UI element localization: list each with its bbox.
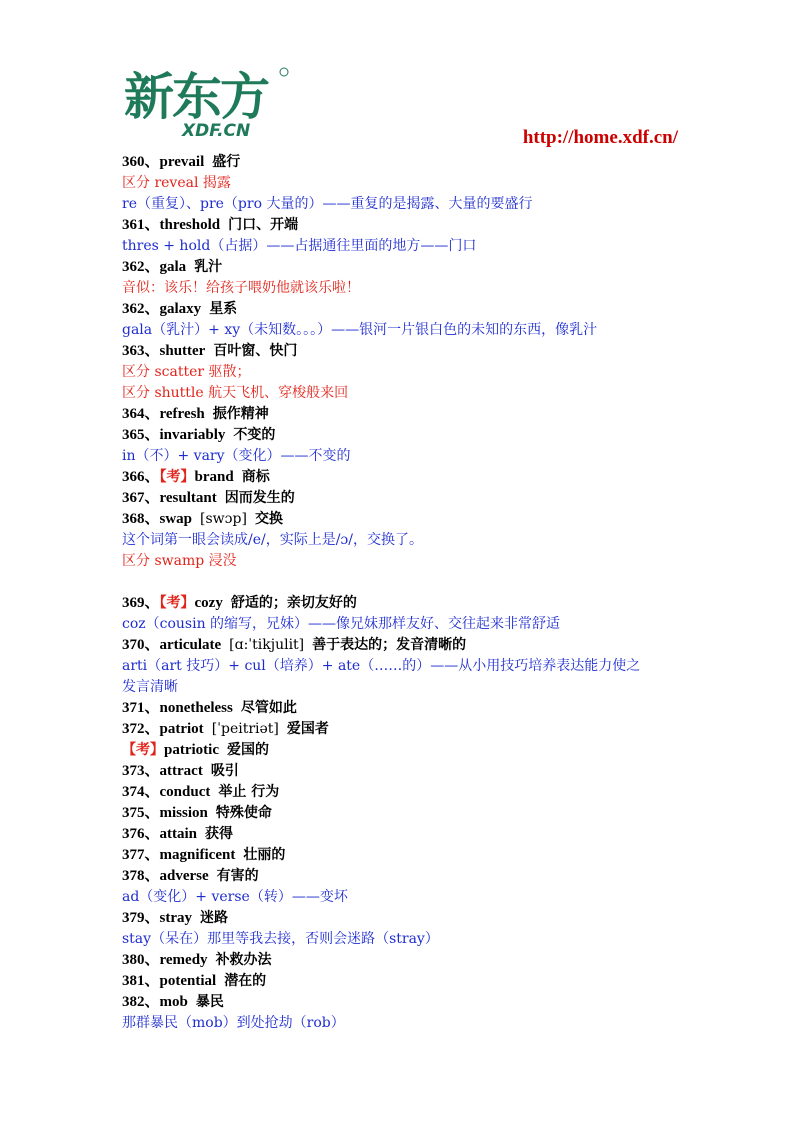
entry-phonetic: [ɑ:ˈtikjulit] [229, 637, 305, 653]
vocab-entry [122, 404, 692, 425]
entry-phonetic: [ˈpeitriət] [211, 721, 279, 737]
entry-word: potential [159, 973, 217, 989]
entry-word: mob [159, 994, 188, 1010]
vocab-entry [122, 908, 692, 929]
entry-meaning: 暴民 [195, 994, 224, 1010]
entry-word: resultant [159, 490, 217, 506]
entry-meaning: 补救办法 [215, 952, 272, 968]
entry-word: stray [159, 910, 193, 926]
mnemonic-note: in（不）+ vary（变化）——不变的 [122, 448, 351, 464]
vocab-entry [122, 635, 692, 656]
vocab-entry [122, 299, 692, 320]
entry-word: remedy [159, 952, 208, 968]
entry-meaning: 百叶窗、快门 [213, 343, 298, 359]
entry-number: 365、 [122, 427, 160, 443]
entry-number: 381、 [122, 973, 160, 989]
vocab-entry [122, 824, 692, 845]
mnemonic-note: ad（变化）+ verse（转）——变坏 [122, 889, 348, 905]
entry-meaning: 乳汁 [194, 259, 223, 275]
page-header [0, 0, 800, 150]
entry-number: 375、 [122, 805, 160, 821]
entry-word: nonetheless [159, 700, 233, 716]
vocab-entry [122, 257, 692, 278]
entry-number: 377、 [122, 847, 160, 863]
entry-word: prevail [159, 154, 205, 170]
entry-word: threshold [159, 217, 221, 233]
entry-meaning: 迷路 [200, 910, 229, 926]
entry-meaning: 因而发生的 [224, 490, 295, 506]
vocab-entry [122, 698, 692, 719]
entry-meaning: 舒适的；亲切友好的 [230, 595, 357, 611]
vocab-entry [122, 341, 692, 362]
entry-number: 363、 [122, 343, 160, 359]
entry-number: 382、 [122, 994, 160, 1010]
entry-meaning: 吸引 [210, 763, 239, 779]
vocab-entry [122, 845, 692, 866]
entry-number: 361、 [122, 217, 160, 233]
entry-meaning: 盛行 [212, 154, 241, 170]
entry-meaning: 尽管如此 [240, 700, 297, 716]
entry-number: 373、 [122, 763, 160, 779]
entry-number: 368、 [122, 511, 160, 527]
vocab-entry [122, 782, 692, 803]
vocab-entry [122, 992, 692, 1013]
vocab-entry [122, 509, 692, 530]
registered-mark-icon [280, 68, 288, 76]
logo-text: 新东方 [124, 68, 268, 126]
vocab-entry [122, 971, 692, 992]
vocab-entry [122, 488, 692, 509]
entry-meaning: 壮丽的 [243, 847, 286, 863]
mnemonic-note: coz（cousin 的缩写，兄妹）——像兄妹那样友好、交往起来非常舒适 [122, 616, 561, 632]
mnemonic-note: re（重复）、pre（pro 大量的）——重复的是揭露、大量的要盛行 [122, 196, 533, 212]
entry-meaning: 商标 [241, 469, 270, 485]
vocab-entry [122, 740, 692, 761]
exam-mark: 【考】 [159, 595, 195, 611]
entry-meaning: 爱国者 [286, 721, 329, 737]
entry-number: 362、 [122, 259, 160, 275]
entry-number: 367、 [122, 490, 160, 506]
entry-number: 366、 [122, 469, 160, 485]
entry-meaning: 举止 行为 [218, 784, 280, 800]
vocab-entry [122, 950, 692, 971]
entry-word: attain [159, 826, 198, 842]
distinction-note: 区分 shuttle 航天飞机、穿梭般来回 [122, 385, 349, 401]
entry-phonetic: [swɔp] [200, 511, 247, 527]
entry-number: 364、 [122, 406, 160, 422]
entry-word: gala [159, 259, 187, 275]
entry-number: 370、 [122, 637, 160, 653]
vocab-entry [122, 152, 692, 173]
entry-number: 374、 [122, 784, 160, 800]
entry-meaning: 振作精神 [212, 406, 269, 422]
vocabulary-list [122, 152, 692, 1034]
vocab-entry [122, 215, 692, 236]
entry-word: brand [194, 469, 234, 485]
entry-number: 378、 [122, 868, 160, 884]
entry-word: shutter [159, 343, 206, 359]
header-url[interactable]: http://home.xdf.cn/ [522, 127, 678, 148]
entry-word: magnificent [159, 847, 236, 863]
entry-number: 360、 [122, 154, 160, 170]
entry-meaning: 有害的 [216, 868, 259, 884]
entry-number: 372、 [122, 721, 160, 737]
mnemonic-note: 那群暴民（mob）到处抢劫（rob） [122, 1015, 345, 1031]
entry-word: conduct [159, 784, 211, 800]
mnemonic-note: stay（呆在）那里等我去接，否则会迷路（stray） [122, 931, 439, 947]
entry-number: 380、 [122, 952, 160, 968]
entry-meaning: 不变的 [233, 427, 276, 443]
entry-meaning: 门口、开端 [228, 217, 299, 233]
entry-number: 369、 [122, 595, 160, 611]
entry-word: mission [159, 805, 208, 821]
entry-word: adverse [159, 868, 209, 884]
vocab-entry [122, 761, 692, 782]
entry-word: swap [159, 511, 193, 527]
entry-word: galaxy [159, 301, 202, 317]
entry-meaning: 交换 [254, 511, 283, 527]
entry-word: patriot [159, 721, 204, 737]
entry-meaning: 爱国的 [226, 742, 269, 758]
entry-meaning: 获得 [205, 826, 234, 842]
entry-meaning: 星系 [209, 301, 238, 317]
distinction-note: 区分 reveal 揭露 [122, 175, 231, 191]
entry-number: 379、 [122, 910, 160, 926]
xdf-logo [122, 62, 298, 142]
distinction-note: 音似：该乐！给孩子喂奶他就该乐啦！ [122, 280, 360, 296]
vocab-entry [122, 425, 692, 446]
entry-meaning: 特殊使命 [215, 805, 272, 821]
vocab-entry [122, 803, 692, 824]
vocab-entry [122, 467, 692, 488]
distinction-note: 区分 scatter 驱散； [122, 364, 251, 380]
mnemonic-note: thres + hold（占据）——占据通往里面的地方——门口 [122, 238, 477, 254]
entry-word: invariably [159, 427, 226, 443]
entry-word: attract [159, 763, 203, 779]
entry-word: articulate [159, 637, 222, 653]
blank-line [122, 572, 692, 593]
mnemonic-note: 这个词第一眼会读成/e/，实际上是/ɔ/，交换了。 [122, 532, 423, 548]
entry-number: 362、 [122, 301, 160, 317]
entry-meaning: 善于表达的；发音清晰的 [312, 637, 467, 653]
exam-mark: 【考】 [122, 742, 164, 758]
vocab-entry [122, 719, 692, 740]
entry-word: patriotic [164, 742, 219, 758]
entry-meaning: 潜在的 [224, 973, 267, 989]
vocab-entry [122, 593, 692, 614]
mnemonic-note: gala（乳汁）+ xy（未知数。。。）——银河一片银白色的未知的东西，像乳汁 [122, 322, 598, 338]
logo-sub: XDF.CN [182, 121, 251, 141]
entry-word: refresh [159, 406, 205, 422]
mnemonic-note: 发言清晰 [122, 679, 178, 695]
entry-number: 376、 [122, 826, 160, 842]
entry-word: cozy [194, 595, 223, 611]
distinction-note: 区分 swamp 浸没 [122, 553, 237, 569]
vocab-entry [122, 866, 692, 887]
mnemonic-note: arti（art 技巧）+ cul（培养）+ ate（……的）——从小用技巧培养表达能力使之 [122, 658, 641, 674]
entry-number: 371、 [122, 700, 160, 716]
exam-mark: 【考】 [159, 469, 195, 485]
